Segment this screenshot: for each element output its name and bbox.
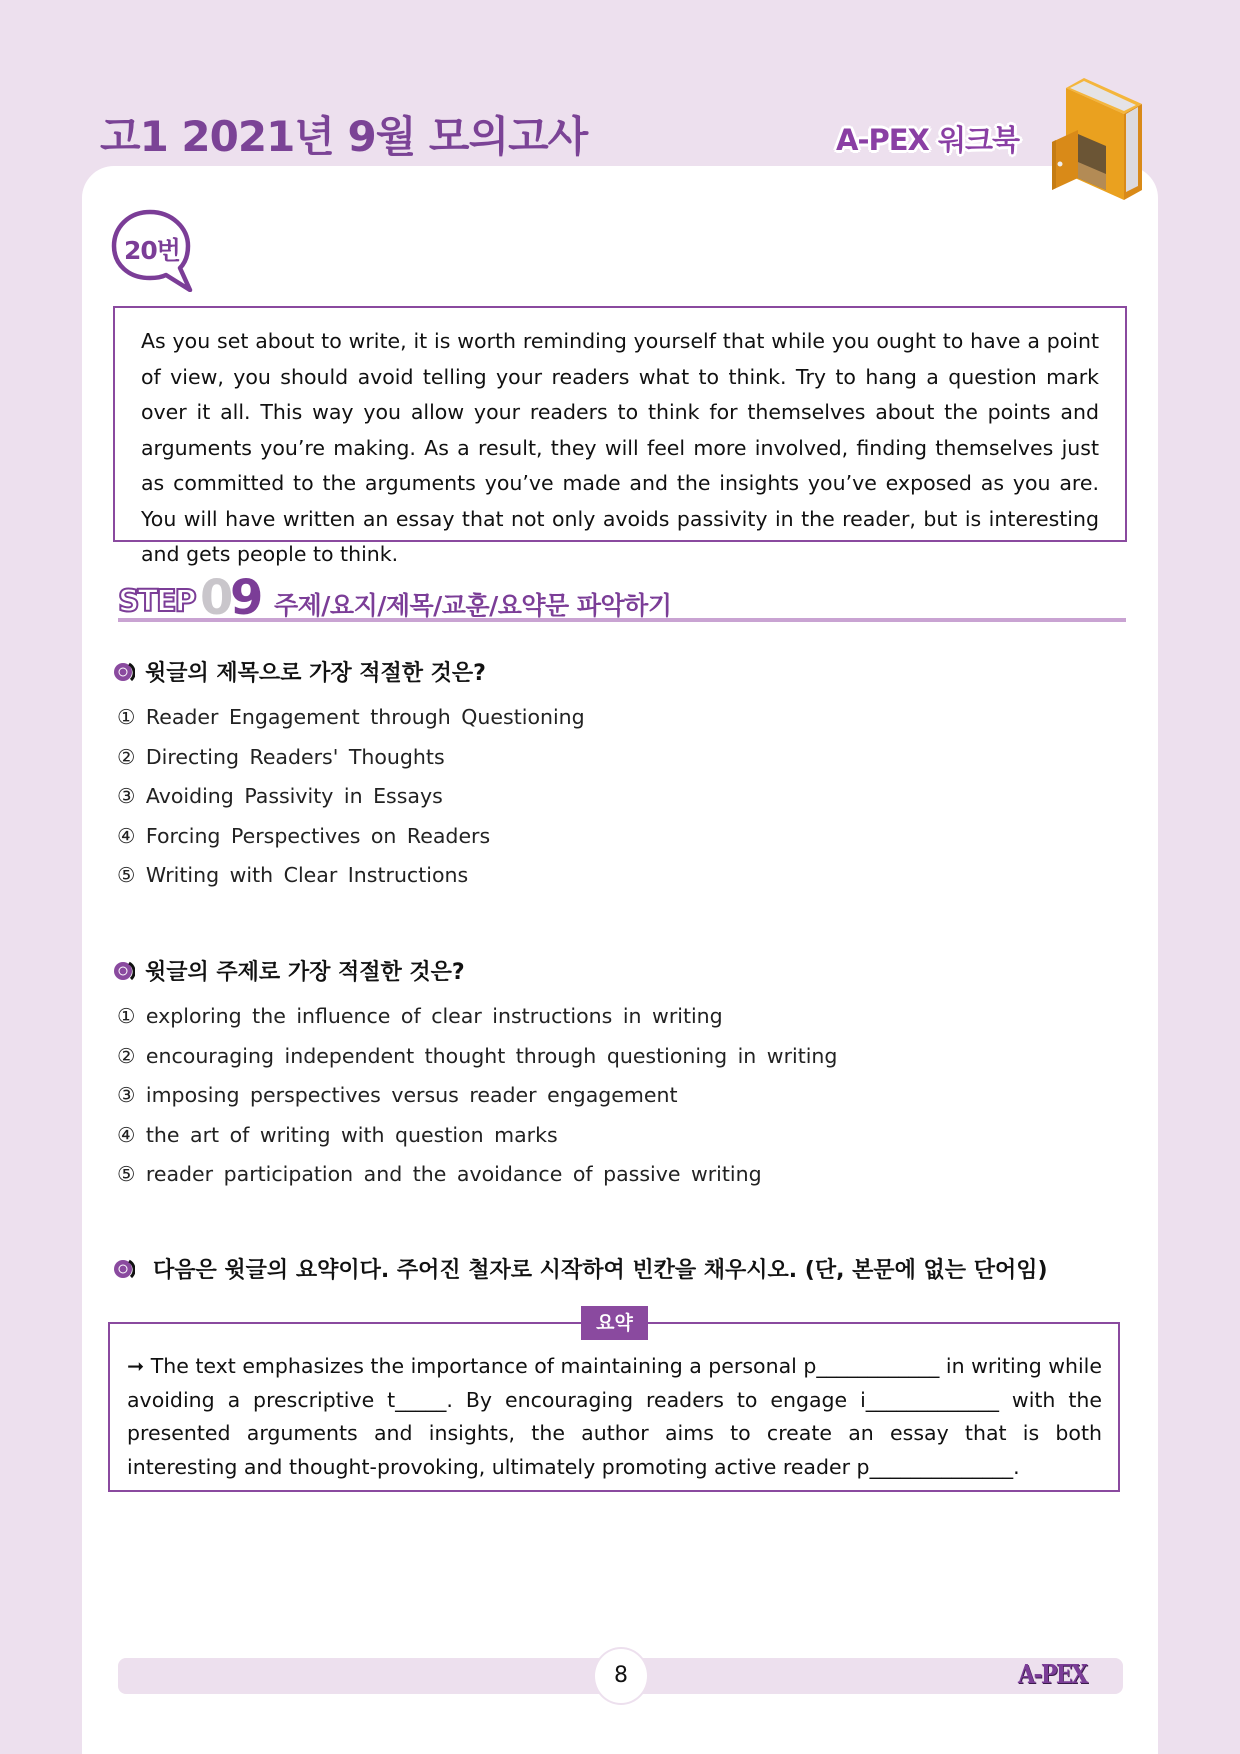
- bullet-icon: [113, 1258, 135, 1280]
- option[interactable]: ③ Avoiding Passivity in Essays: [117, 784, 443, 808]
- question-1-prompt: [113, 656, 486, 687]
- step-number-zero: 0: [200, 570, 234, 626]
- option[interactable]: ② Directing Readers' Thoughts: [117, 744, 445, 769]
- step-number-nine: 9: [230, 570, 264, 626]
- option[interactable]: ⑤ reader participation and the avoidance of passive writing: [117, 1162, 762, 1186]
- summary-text: ➞ The text emphasizes the importance of maintaining a personal p____________ in writing while avoiding a prescriptive t_____. By encouraging readers to engage i_____________ with the presented arguments and insights, the author aims to create an essay that is both: [127, 1354, 1102, 1445]
- option[interactable]: ③ imposing perspectives versus reader engagement: [117, 1083, 678, 1107]
- question-2-text: 윗글의 주제로 가장 적절한 것은?: [145, 960, 465, 985]
- step-word: STEP: [118, 584, 195, 619]
- option[interactable]: ⑤ Writing with Clear Instructions: [117, 863, 469, 887]
- bullet-icon: [113, 960, 135, 982]
- option[interactable]: ④ the art of writing with question marks: [117, 1122, 558, 1147]
- question-number: 20번: [124, 236, 180, 265]
- page-title: 고1 2021년 9월 모의고사: [100, 112, 588, 161]
- footer-logo: A-PEX: [1018, 1660, 1087, 1690]
- question-1-text: 윗글의 제목으로 가장 적절한 것은?: [145, 661, 486, 686]
- option[interactable]: ① exploring the influence of clear instructions in writing: [117, 1004, 723, 1028]
- question-3-prompt: [113, 1253, 1048, 1284]
- step-header: [118, 568, 1126, 626]
- step-title: 주제/요지/제목/교훈/요약문 파악하기: [274, 591, 672, 620]
- summary-text-last-line: interesting and thought-provoking, ultimately promoting active reader p______________.: [127, 1454, 1020, 1479]
- question-3-text: 다음은 윗글의 요약이다. 주어진 철자로 시작하여 빈칸을 채우시오. (단, 본문에 없는 단어임): [153, 1258, 1048, 1283]
- option[interactable]: ④ Forcing Perspectives on Readers: [117, 823, 491, 848]
- question-2-options: [117, 997, 837, 1195]
- option[interactable]: ② encouraging independent thought through questioning in writing: [117, 1043, 838, 1068]
- bullet-icon: [113, 661, 135, 683]
- brand-label: A-PEX 워크북: [836, 123, 1020, 157]
- summary-box: [108, 1322, 1120, 1492]
- book-door-icon: [1050, 74, 1142, 204]
- question-1-options: [117, 698, 585, 896]
- passage-box: [113, 306, 1127, 566]
- page-number: 8: [593, 1647, 649, 1705]
- question-2-prompt: [113, 955, 465, 986]
- option[interactable]: ① Reader Engagement through Questioning: [117, 705, 585, 729]
- passage-text: As you set about to write, it is worth reminding yourself that while you ought to have a point of view, you should avoid telling your readers what to think. Try to hang a question mark over it all. This way you allow your readers to think for themselves about the points and arguments you’re making. As a result, they will feel more involved, finding themselves just as committed to the arguments you’ve made and the insights you’ve exposed as you are. You will have written an essay that not only avoids passivity in the reader, but is interesting and gets people to think.: [141, 329, 1099, 566]
- summary-tag: 요약: [581, 1306, 648, 1340]
